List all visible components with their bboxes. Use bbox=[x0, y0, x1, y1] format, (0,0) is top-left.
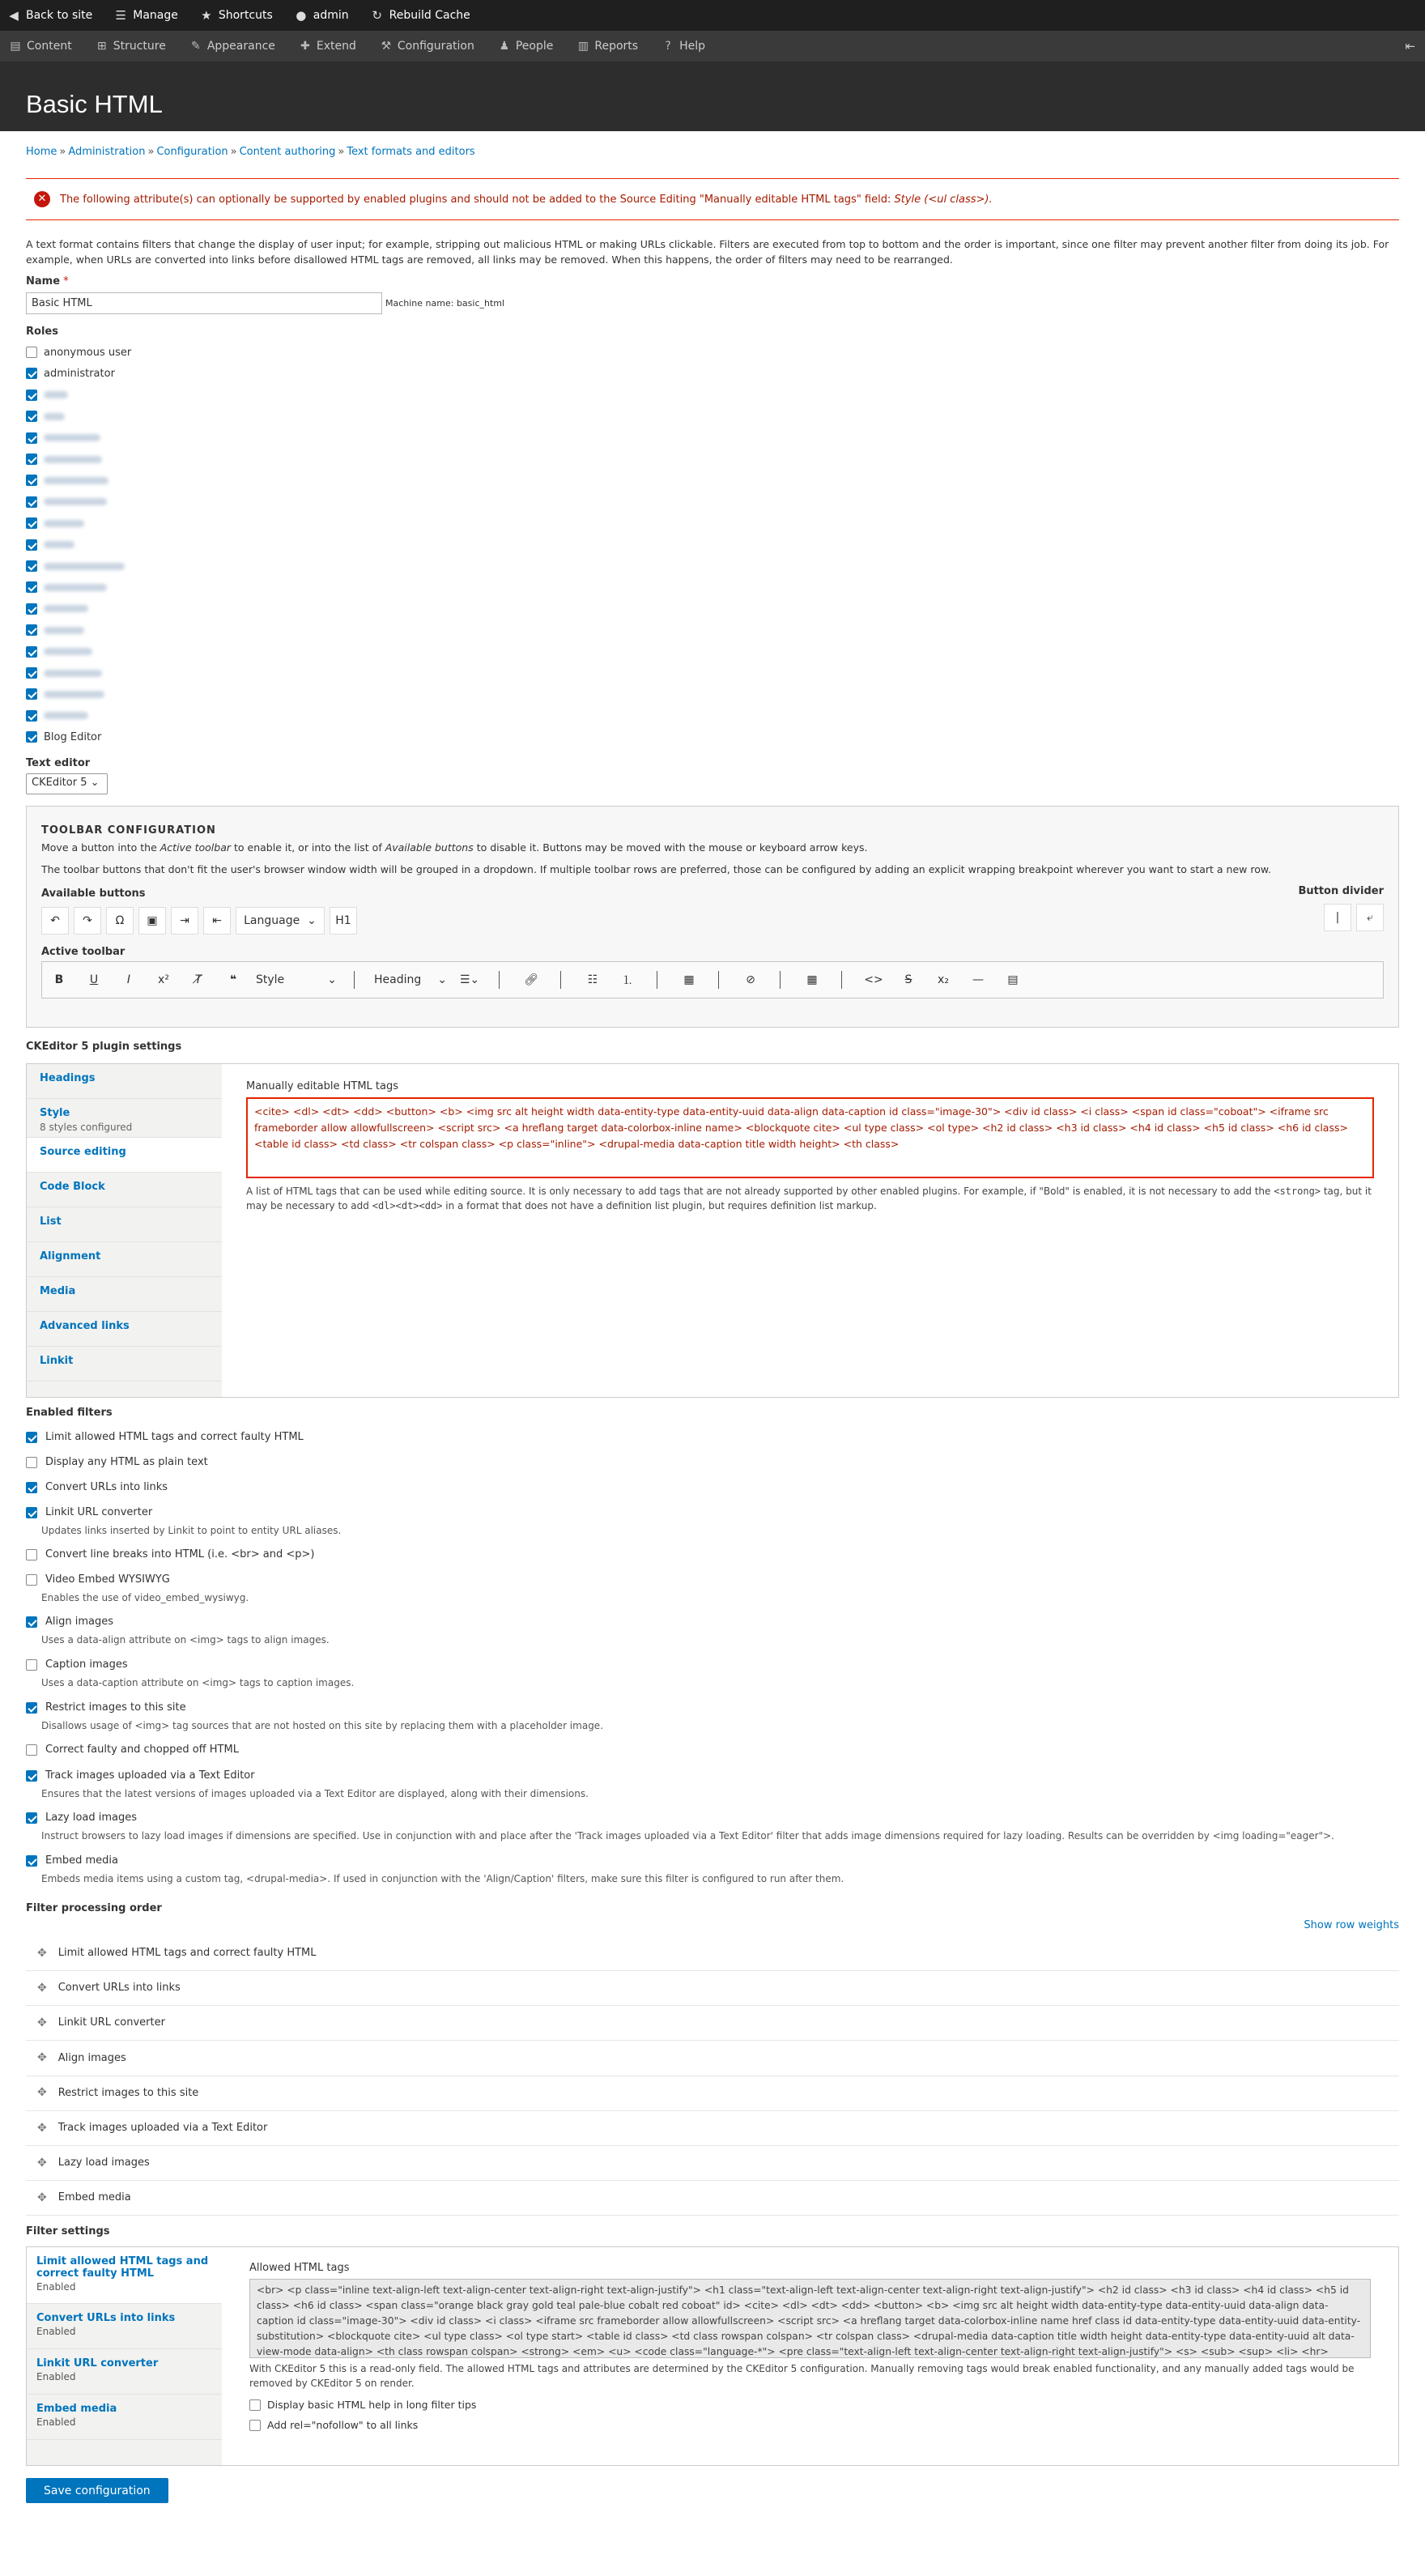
filter-settings bbox=[26, 2246, 1399, 2466]
role-label: anonymous user bbox=[44, 346, 132, 359]
tray-item-appearance[interactable]: ✎ Appearance bbox=[189, 39, 275, 53]
redacted-role-name bbox=[44, 670, 102, 677]
plugin-tab-label: Code Block bbox=[40, 1181, 105, 1193]
plugin-settings bbox=[26, 1063, 1399, 1398]
filter-description: Embeds media items using a custom tag, <drupal-media>. If used in conjunction with the 'Align/Caption' filters, make sure this filter is configured to run after them. bbox=[41, 1873, 844, 1884]
numbered-list-button[interactable]: ⒈ bbox=[622, 974, 633, 987]
link-button[interactable]: 🔗︎ bbox=[524, 973, 538, 986]
filter-order-label: Limit allowed HTML tags and correct faulty HTML bbox=[57, 1947, 317, 1959]
filter-label: Video Embed WYSIWYG bbox=[45, 1573, 170, 1586]
error-icon: ✕ bbox=[34, 191, 50, 207]
text-editor-select[interactable]: CKEditor 5 ⌄ bbox=[26, 773, 108, 794]
image-button[interactable]: ▣ bbox=[138, 907, 166, 935]
role-item[interactable] bbox=[26, 451, 102, 467]
filter-label: Limit allowed HTML tags and correct faulty HTML bbox=[45, 1431, 304, 1443]
role-item[interactable] bbox=[26, 494, 107, 510]
remove-format-button[interactable]: T̸ bbox=[194, 973, 202, 986]
filter-description: Uses a data-caption attribute on <img> tags to caption images. bbox=[41, 1677, 355, 1688]
code-button[interactable]: <> bbox=[864, 973, 883, 986]
toolbar-config-help-2: The toolbar buttons that don't fit the user's browser window width will be grouped in a dropdown. If multiple toolbar rows are preferred, those can be configured by adding an explicit wrapping breakpoint wherever you want to start a new row. bbox=[41, 863, 1271, 875]
filter-settings-tab-status: Enabled bbox=[36, 2371, 76, 2382]
required-marker: * bbox=[63, 275, 69, 287]
filter-order-row[interactable] bbox=[26, 2041, 1399, 2076]
filter-settings-tab-label: Limit allowed HTML tags and correct faulty HTML bbox=[36, 2255, 209, 2280]
media-button[interactable]: ▦ bbox=[683, 973, 695, 986]
back-arrow-icon: ◀ bbox=[9, 8, 19, 23]
filter-item[interactable] bbox=[26, 1658, 354, 1688]
tray-item-people[interactable]: ♟ People bbox=[497, 39, 554, 53]
role-item[interactable] bbox=[26, 472, 108, 488]
structure-icon: ⊞ bbox=[96, 40, 107, 53]
filter-settings-tab-label: Linkit URL converter bbox=[36, 2357, 159, 2369]
filter-settings-title: Filter settings bbox=[26, 2225, 110, 2238]
italic-button[interactable]: I bbox=[126, 973, 131, 986]
role-item[interactable] bbox=[26, 430, 100, 446]
tray-item-help[interactable]: ? Help bbox=[661, 39, 705, 53]
filter-order-label: Track images uploaded via a Text Editor bbox=[57, 2122, 268, 2134]
manual-tags-label: Manually editable HTML tags bbox=[246, 1080, 398, 1092]
redacted-role-name bbox=[44, 627, 84, 634]
role-checkbox[interactable] bbox=[26, 432, 37, 444]
filter-item[interactable] bbox=[26, 1616, 330, 1646]
reports-icon: ▥ bbox=[577, 40, 589, 53]
role-item[interactable] bbox=[26, 558, 125, 574]
role-checkbox[interactable] bbox=[26, 453, 37, 465]
drag-handle-icon[interactable]: ✥ bbox=[37, 2121, 47, 2135]
basic-html-help-option[interactable]: Display basic HTML help in long filter tips bbox=[249, 2399, 1371, 2411]
filter-checkbox[interactable] bbox=[26, 1770, 37, 1782]
active-toolbar-label: Active toolbar bbox=[41, 946, 125, 958]
redacted-role-name bbox=[44, 648, 92, 655]
role-item[interactable] bbox=[26, 622, 84, 638]
role-item[interactable] bbox=[26, 408, 65, 424]
filter-checkbox[interactable] bbox=[26, 1855, 37, 1867]
user-icon: ● bbox=[296, 8, 307, 23]
user-tab[interactable]: ● admin bbox=[294, 8, 349, 23]
filter-label: Lazy load images bbox=[45, 1812, 138, 1824]
filter-label: Convert line breaks into HTML (i.e. <br> and <p>) bbox=[45, 1548, 315, 1561]
tray-item-reports[interactable]: ▥ Reports bbox=[576, 39, 638, 53]
role-item[interactable] bbox=[26, 686, 104, 702]
filter-description: Instruct browsers to lazy load images if dimensions are specified. Use in conjunction with and place after the 'Track images uploaded via a Text Editor' filter that adds image dimensions required for lazy loading. Results can be overridden by <img loading="eager">. bbox=[41, 1830, 1334, 1842]
filter-label: Embed media bbox=[45, 1854, 119, 1867]
plugin-tab-source-editing[interactable] bbox=[27, 1138, 222, 1173]
name-input[interactable] bbox=[26, 292, 382, 314]
redacted-role-name bbox=[44, 391, 68, 398]
plugin-tab-advanced-links[interactable] bbox=[27, 1312, 222, 1347]
role-item[interactable] bbox=[26, 344, 131, 360]
role-checkbox[interactable] bbox=[26, 347, 37, 358]
plugin-tab-headings[interactable] bbox=[27, 1064, 222, 1099]
filter-checkbox[interactable] bbox=[26, 1659, 37, 1671]
role-checkbox[interactable] bbox=[26, 411, 37, 422]
drag-handle-icon[interactable]: ✥ bbox=[37, 1946, 47, 1960]
filter-description: Disallows usage of <img> tag sources that are not hosted on this site by replacing them with a placeholder image. bbox=[41, 1720, 604, 1731]
role-item[interactable] bbox=[26, 365, 115, 381]
role-item[interactable] bbox=[26, 644, 92, 660]
filter-item[interactable] bbox=[26, 1701, 603, 1731]
plugin-tab-label: Source editing bbox=[40, 1146, 126, 1158]
filter-order-row[interactable] bbox=[26, 2110, 1399, 2146]
filter-settings-tab[interactable] bbox=[27, 2395, 222, 2440]
role-checkbox[interactable] bbox=[26, 603, 37, 615]
plugin-tab-label: List bbox=[40, 1216, 62, 1228]
drag-handle-icon[interactable]: ✥ bbox=[37, 1981, 47, 1995]
role-item[interactable] bbox=[26, 708, 88, 724]
filter-checkbox[interactable] bbox=[26, 1812, 37, 1824]
redacted-role-name bbox=[44, 605, 88, 612]
filter-description: Enables the use of video_embed_wysiwyg. bbox=[41, 1592, 249, 1603]
filter-label: Linkit URL converter bbox=[45, 1506, 153, 1518]
text-editor-label: Text editor bbox=[26, 757, 91, 769]
divider-button[interactable]: | bbox=[1324, 904, 1351, 931]
button-divider-label: Button divider bbox=[1298, 885, 1384, 897]
plugin-tab-alignment[interactable] bbox=[27, 1242, 222, 1277]
filter-item[interactable] bbox=[26, 1854, 844, 1884]
filter-order-row[interactable] bbox=[26, 1935, 1399, 1971]
shortcuts-tab[interactable]: ★ Shortcuts bbox=[199, 8, 273, 23]
redacted-role-name bbox=[44, 498, 107, 505]
available-buttons-label: Available buttons bbox=[41, 888, 146, 900]
puzzle-icon: ✚ bbox=[300, 40, 310, 53]
role-checkbox[interactable] bbox=[26, 368, 37, 379]
drag-handle-icon[interactable]: ✥ bbox=[37, 2191, 47, 2204]
source-button[interactable]: ▤ bbox=[1007, 973, 1019, 986]
horizontal-line-button[interactable]: — bbox=[972, 973, 984, 986]
nofollow-option[interactable]: Add rel="nofollow" to all links bbox=[249, 2419, 1371, 2431]
divider[interactable] bbox=[560, 971, 561, 989]
tray-item-structure[interactable]: ⊞ Structure bbox=[95, 39, 166, 53]
content-icon: ▤ bbox=[10, 40, 21, 53]
rebuild-cache-link[interactable]: ↻ Rebuild Cache bbox=[370, 8, 470, 23]
breadcrumb-content-authoring[interactable]: Content authoring bbox=[239, 146, 336, 158]
heading-dropdown[interactable]: Heading ⌄ bbox=[374, 968, 447, 992]
drag-handle-icon[interactable]: ✥ bbox=[37, 2051, 47, 2065]
divider[interactable] bbox=[499, 971, 500, 989]
brush-icon: ✎ bbox=[190, 40, 201, 53]
manual-tags-help: A list of HTML tags that can be used while editing source. It is only necessary to add tags that are not already supported by other enabled plugins. For example, if "Bold" is enabled, it is not necessary to add the <strong> tag, but it may be necessary to add <dl><dt><dd> in a format that does not have a definition list plugin, but requires definition list markup. bbox=[246, 1186, 1372, 1211]
filter-settings-tab-label: Embed media bbox=[36, 2403, 117, 2415]
role-checkbox[interactable] bbox=[26, 624, 37, 636]
filter-order-title: Filter processing order bbox=[26, 1902, 162, 1914]
page-title: Basic HTML bbox=[26, 90, 163, 118]
people-icon: ♟ bbox=[499, 40, 510, 53]
toolbar-configuration bbox=[26, 806, 1399, 1028]
role-item[interactable] bbox=[26, 729, 101, 745]
filter-order-label: Convert URLs into links bbox=[57, 1982, 181, 1995]
plugin-tab-label: Advanced links bbox=[40, 1320, 130, 1332]
filter-item[interactable] bbox=[26, 1573, 249, 1603]
divider-buttons bbox=[1324, 904, 1384, 931]
filter-order-label: Align images bbox=[57, 2051, 126, 2064]
error-message bbox=[26, 178, 1399, 220]
filter-label: Display any HTML as plain text bbox=[45, 1456, 208, 1468]
role-item[interactable] bbox=[26, 537, 74, 553]
filter-settings-tab-status: Enabled bbox=[36, 2416, 76, 2428]
role-label: administrator bbox=[44, 367, 115, 380]
breadcrumb-configuration[interactable]: Configuration bbox=[156, 146, 228, 158]
drag-handle-icon[interactable]: ✥ bbox=[37, 2016, 47, 2029]
manage-tab[interactable]: ☰ Manage bbox=[113, 8, 178, 23]
role-checkbox[interactable] bbox=[26, 667, 37, 679]
redacted-role-name bbox=[44, 563, 125, 570]
style-dropdown[interactable]: Style ⌄ bbox=[256, 968, 337, 992]
machine-name: Machine name: basic_html bbox=[385, 298, 505, 309]
filter-checkbox[interactable] bbox=[26, 1744, 37, 1756]
format-description: A text format contains filters that change the display of user input; for example, stripping out malicious HTML or making URLs clickable. Filters are executed from top to bottom and the order is important, since one filter may prevent another filter from doing its job. For example, when URLs are converted into links before disallowed HTML tags are removed, all links may be removed. When this happens, the order of filters may need to be rearranged. bbox=[26, 238, 1389, 266]
filter-item[interactable] bbox=[26, 1744, 239, 1756]
save-configuration-button[interactable]: Save configuration bbox=[26, 2478, 168, 2503]
drag-handle-icon[interactable]: ✥ bbox=[37, 2156, 47, 2169]
toolbar-config-legend: TOOLBAR CONFIGURATION bbox=[41, 824, 216, 837]
role-checkbox[interactable] bbox=[26, 731, 37, 743]
redacted-role-name bbox=[44, 520, 84, 527]
filter-label: Track images uploaded via a Text Editor bbox=[45, 1769, 255, 1782]
redacted-role-name bbox=[44, 712, 88, 719]
role-checkbox[interactable] bbox=[26, 517, 37, 529]
role-checkbox[interactable] bbox=[26, 496, 37, 508]
roles-label: Roles bbox=[26, 326, 58, 338]
role-checkbox[interactable] bbox=[26, 560, 37, 572]
divider[interactable] bbox=[780, 971, 781, 989]
divider[interactable] bbox=[718, 971, 719, 989]
filter-item[interactable] bbox=[26, 1481, 168, 1493]
table-button[interactable]: ▦ bbox=[806, 973, 818, 986]
breadcrumb: Home » Administration » Configuration » Content authoring » Text formats and editors bbox=[26, 146, 475, 158]
help-icon: ? bbox=[665, 40, 671, 53]
role-checkbox[interactable] bbox=[26, 539, 37, 551]
filter-item[interactable] bbox=[26, 1769, 589, 1799]
divider[interactable] bbox=[841, 971, 842, 989]
allowed-tags-textarea[interactable]: <br> <p class="inline text-align-left text-align-center text-align-right text-align-justify"> <h1 class="text-align-left text-align-center text-align-right text-align-justify"> <h2 id class> <h3 id class> <h4 id class> <h5 id class> <h6 id class> <span class="orange black gray gold teal pale-blue cobalt red coboat" id> <cite> <dl> <dt> <dd> <button> <b> <img src alt height width data-entity-type data-entity-uuid data-align data-caption id class="image-30"> <div id class> <i class> <iframe src frameborder allow allowfullscreen> <script src> <a hreflang target data-colorbox-inline name href class id data-entity-type data-entity-uuid data-entity-substitution> <blockquote cite> <ul type class> <ol type start> <table id class> <td class rowspan colspan> <tr colspan class> <drupal-media data-caption title width height data-entity-type data-entity-uuid alt data-view-mode data-align> <th class rowspan colspan> <strong> <em> <u> <code class="language-*"> <pre class="text-align-left text-align-center text-align-right text-align-justify"> <s> <sub> <sup> <li> <hr> bbox=[249, 2279, 1371, 2358]
role-item[interactable] bbox=[26, 665, 102, 681]
alignment-button[interactable]: ☰⌄ bbox=[459, 973, 480, 986]
filter-checkbox[interactable] bbox=[26, 1432, 37, 1443]
plugin-tab-summary: 8 styles configured bbox=[40, 1122, 133, 1133]
filter-order-row[interactable] bbox=[26, 2076, 1399, 2111]
name-field-group bbox=[26, 275, 69, 287]
menu-icon: ☰ bbox=[115, 8, 126, 23]
manual-tags-textarea[interactable]: <cite> <dl> <dt> <dd> <button> <b> <img src alt height width data-entity-type data-entity-uuid data-align data-caption id class="image-30"> <div id class> <i class> <span id class="coboat"> <iframe src frameborder allow allowfullscreen> <script src> <a hreflang target data-colorbox-inline name> <blockquote cite> <ul type class> <ol type> <h2 id class> <h3 id class> <h4 id class> <h5 id class> <h6 id class> <table id class> <td class> <tr colspan class> <p class="inline"> <drupal-media data-caption title width height> <th class> bbox=[246, 1097, 1374, 1178]
nofollow-checkbox[interactable] bbox=[249, 2420, 261, 2431]
plugin-tab-linkit[interactable] bbox=[27, 1347, 222, 1382]
plugin-tab-label: Headings bbox=[40, 1072, 96, 1084]
strikethrough-button[interactable]: S bbox=[904, 973, 912, 986]
filter-item[interactable] bbox=[26, 1548, 314, 1561]
error-text: The following attribute(s) can optionally be supported by enabled plugins and should not be added to the Source Editing "Manually editable HTML tags" field: bbox=[60, 193, 895, 206]
role-item[interactable] bbox=[26, 601, 88, 617]
plugin-tabs bbox=[27, 1064, 222, 1382]
divider[interactable] bbox=[354, 971, 355, 989]
filter-order-row[interactable] bbox=[26, 2145, 1399, 2181]
linkit-button[interactable]: ⊘ bbox=[746, 973, 755, 986]
allowed-tags-pane bbox=[222, 2247, 1398, 2465]
filter-checkbox[interactable] bbox=[26, 1549, 37, 1561]
redacted-role-name bbox=[44, 477, 108, 484]
filter-description: Uses a data-align attribute on <img> tags to align images. bbox=[41, 1634, 330, 1646]
outdent-button[interactable]: ⇤ bbox=[203, 907, 231, 935]
filter-label: Correct faulty and chopped off HTML bbox=[45, 1744, 239, 1756]
role-label: Blog Editor bbox=[44, 730, 102, 743]
redacted-role-name bbox=[44, 456, 102, 463]
filter-label: Align images bbox=[45, 1616, 114, 1628]
filter-order-row[interactable] bbox=[26, 1970, 1399, 2006]
tray-item-extend[interactable]: ✚ Extend bbox=[298, 39, 356, 53]
available-buttons bbox=[41, 907, 1384, 935]
role-checkbox[interactable] bbox=[26, 710, 37, 722]
name-label: Name bbox=[26, 275, 61, 287]
filter-description: Updates links inserted by Linkit to point to entity URL aliases. bbox=[41, 1525, 342, 1536]
toolbar-config-help: Move a button into the Active toolbar to enable it, or into the list of Available buttons to disable it. Buttons may be moved with the mouse or keyboard arrow keys. bbox=[41, 841, 868, 854]
source-editing-pane bbox=[222, 1064, 1398, 1397]
page-header bbox=[0, 62, 1425, 131]
redo-button[interactable]: ↷ bbox=[74, 907, 101, 935]
tray-item-content[interactable]: ▤ Content bbox=[8, 39, 72, 53]
filter-checkbox[interactable] bbox=[26, 1574, 37, 1586]
horizontal-line-button[interactable]: H1 bbox=[330, 907, 357, 935]
filter-settings-tab[interactable] bbox=[27, 2349, 222, 2395]
chevron-down-icon: ⌄ bbox=[90, 777, 100, 789]
breadcrumb-text-formats[interactable]: Text formats and editors bbox=[347, 146, 475, 158]
redacted-role-name bbox=[44, 413, 65, 420]
plugin-tab-media[interactable] bbox=[27, 1277, 222, 1312]
back-to-site-link[interactable]: ◀ Back to site bbox=[6, 8, 92, 23]
filter-checkbox[interactable] bbox=[26, 1457, 37, 1468]
filter-label: Restrict images to this site bbox=[45, 1701, 186, 1714]
breadcrumb-home[interactable]: Home bbox=[26, 146, 57, 158]
filter-order-row[interactable] bbox=[26, 2005, 1399, 2041]
special-characters-button[interactable]: Ω bbox=[106, 907, 134, 935]
filter-settings-tab[interactable] bbox=[27, 2304, 222, 2349]
plugin-tab-style[interactable] bbox=[27, 1099, 222, 1138]
filter-settings-tab[interactable] bbox=[27, 2247, 222, 2304]
filter-item[interactable] bbox=[26, 1456, 208, 1468]
superscript-button[interactable]: x² bbox=[158, 973, 169, 986]
plugin-tab-label: Media bbox=[40, 1285, 76, 1297]
show-row-weights-link[interactable]: Show row weights bbox=[1304, 1919, 1399, 1931]
plugin-tab-list[interactable] bbox=[27, 1207, 222, 1242]
star-icon: ★ bbox=[201, 8, 212, 23]
filter-label: Caption images bbox=[45, 1658, 128, 1671]
allowed-tags-label: Allowed HTML tags bbox=[249, 2262, 350, 2274]
filter-checkbox[interactable] bbox=[26, 1507, 37, 1518]
wrench-icon: ⚒ bbox=[381, 40, 392, 53]
role-item[interactable] bbox=[26, 387, 68, 403]
undo-button[interactable]: ↶ bbox=[41, 907, 69, 935]
filter-label: Convert URLs into links bbox=[45, 1481, 168, 1493]
active-toolbar bbox=[41, 961, 1384, 998]
filter-order-label: Restrict images to this site bbox=[57, 2086, 199, 2099]
filter-order-row[interactable] bbox=[26, 2180, 1399, 2216]
role-checkbox[interactable] bbox=[26, 475, 37, 486]
filter-settings-tab-label: Convert URLs into links bbox=[36, 2312, 176, 2324]
plugin-tab-label: Alignment bbox=[40, 1250, 101, 1262]
filter-checkbox[interactable] bbox=[26, 1702, 37, 1714]
filter-checkbox[interactable] bbox=[26, 1616, 37, 1628]
tray-orientation-icon[interactable]: ⇤ bbox=[1405, 39, 1415, 53]
filter-description: Ensures that the latest versions of images uploaded via a Text Editor are displayed, along with their dimensions. bbox=[41, 1788, 589, 1799]
role-checkbox[interactable] bbox=[26, 688, 37, 700]
redacted-role-name bbox=[44, 434, 100, 441]
admin-toolbar bbox=[0, 0, 1425, 31]
filter-settings-tab-status: Enabled bbox=[36, 2281, 76, 2293]
tray-item-configuration[interactable]: ⚒ Configuration bbox=[379, 39, 474, 53]
plugin-tab-label: Style bbox=[40, 1107, 70, 1119]
refresh-icon: ↻ bbox=[372, 8, 382, 23]
enabled-filters-title: Enabled filters bbox=[26, 1407, 113, 1419]
indent-button[interactable]: ⇥ bbox=[171, 907, 198, 935]
subscript-button[interactable]: x₂ bbox=[938, 973, 949, 986]
filter-order-label: Embed media bbox=[57, 2191, 131, 2204]
filter-item[interactable] bbox=[26, 1506, 341, 1536]
role-item[interactable] bbox=[26, 515, 84, 531]
redacted-role-name bbox=[44, 584, 107, 591]
redacted-role-name bbox=[44, 541, 74, 548]
role-checkbox[interactable] bbox=[26, 646, 37, 658]
filter-settings-tabs bbox=[27, 2247, 222, 2440]
role-checkbox[interactable] bbox=[26, 581, 37, 593]
role-item[interactable] bbox=[26, 579, 107, 595]
filter-item[interactable] bbox=[26, 1431, 304, 1443]
allowed-tags-help: With CKEditor 5 this is a read-only field. The allowed HTML tags and attributes are determined by the CKEditor 5 configuration. Manually removing tags would break enabled functionality, and any manually added tags would be removed by CKEditor 5 on render. bbox=[249, 2363, 1355, 2389]
underline-button[interactable]: U bbox=[89, 973, 99, 986]
blockquote-button[interactable]: ❝ bbox=[229, 973, 237, 986]
language-button[interactable]: Language ⌄ bbox=[236, 907, 325, 935]
bulleted-list-button[interactable]: ☷ bbox=[587, 973, 598, 986]
admin-tray bbox=[0, 31, 1425, 62]
drag-handle-icon[interactable]: ✥ bbox=[37, 2086, 47, 2100]
role-checkbox[interactable] bbox=[26, 390, 37, 401]
filter-settings-tab-status: Enabled bbox=[36, 2326, 76, 2337]
breadcrumb-administration[interactable]: Administration bbox=[68, 146, 146, 158]
plugin-tab-label: Linkit bbox=[40, 1355, 74, 1367]
filter-order-label: Linkit URL converter bbox=[57, 2016, 165, 2029]
plugin-tab-code-block[interactable] bbox=[27, 1173, 222, 1207]
wrap-button[interactable]: ⤶ bbox=[1356, 904, 1384, 931]
filter-checkbox[interactable] bbox=[26, 1482, 37, 1493]
error-emphasis: Style (<ul class>). bbox=[894, 193, 993, 206]
plugin-settings-title: CKEditor 5 plugin settings bbox=[26, 1041, 182, 1053]
filter-item[interactable] bbox=[26, 1812, 1334, 1842]
redacted-role-name bbox=[44, 691, 104, 698]
bold-button[interactable]: B bbox=[54, 973, 64, 986]
basic-html-help-checkbox[interactable] bbox=[249, 2399, 261, 2411]
filter-order-label: Lazy load images bbox=[57, 2157, 150, 2169]
